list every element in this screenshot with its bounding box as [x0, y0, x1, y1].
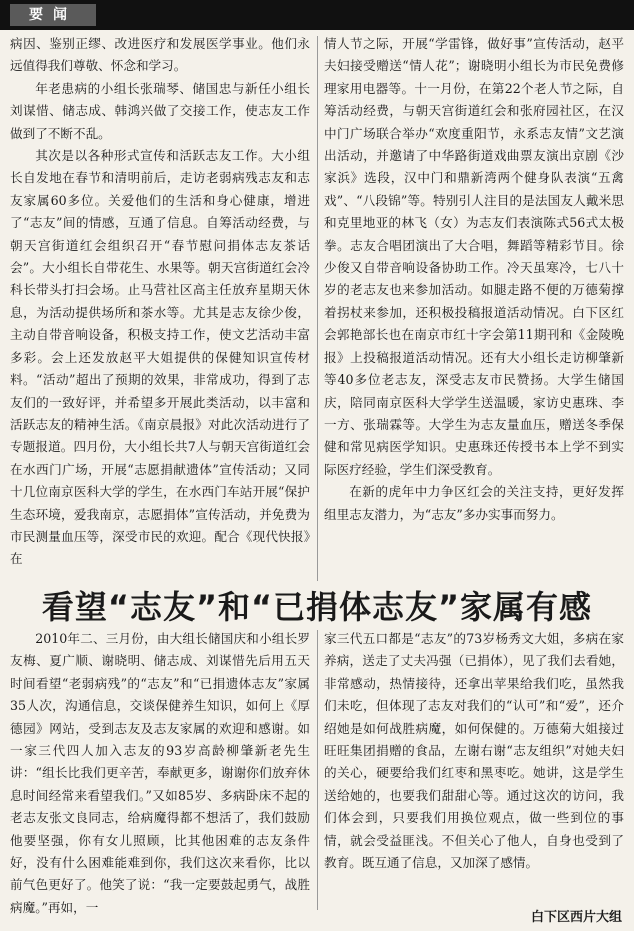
article-headline: 看望“志友”和“已捐体志友”家属有感: [41, 588, 593, 626]
paragraph: 情人节之际，开展“学雷锋，做好事”宣传活动，赵平夫妇接受赠送“情人花”；谢晓明小组长为市民免费修理家用电器等。十一月份，在第22个老人节之际，自筹活动经费，与朝天宫街道红会和张府园社区，在汉中门广场联合举办“欢度重阳节，永系志友情”文艺演出活动，并邀请了中华路街道戏曲票友演出京剧《沙家浜》选段，汉中门和鼎新湾两个健身队表演“五禽戏”、“八段锦”等。特别引人注目的是法国友人戴米思和克里地亚的林飞（女）为志友们表演陈式56式太极拳。志友合唱团演出了大合唱，舞蹈等精彩节目。徐少俊又自带音响设备协助工作。冷天虽寒冷，七八十岁的老志友也来参加活动。如腿走路不便的万德菊撑着拐杖来参加，还积极投稿报道活动情况。白下区红会郭艳部长也在南京市红十字会第11期刊和《金陵晚报》上投稿报道活动情况。还有大小组长走访柳肇新等40多位老志友，深受志友市民赞扬。大学生储国庆，陪同南京医科大学学生送温暖，家访史惠珠、李一方、张瑞霖等。大学生为志友量血压，赠送冬季保健和常见病医学知识。史惠珠还传授书本上学不到实际医疗经验，学生们深受教育。: [324, 36, 624, 477]
header-bar: [0, 0, 634, 30]
main-article-left-column: [10, 628, 310, 928]
paragraph: 2010年二、三月份，由大组长储国庆和小组长罗友梅、夏广顺、谢晓明、储志成、刘谋惜先后用五天时间看望“老弱病残”的“志友”和“已捐遗体志友”家属35人次，沟通信息，交谈保健养生知识，如何上《厚德园》网站，受到志友及志友家属的欢迎和感谢。如一家三代四人加入志友的93岁高龄柳肇新老先生讲：“组长比我们更辛苦，奉献更多，谢谢你们放弃休息时间经常来看望我们。”又如85岁、多病卧床不起的老志友张文良同志，给病魔得都不想活了，我们鼓励他要坚强，你有女儿照顾，比其他困难的志友条件好，没有什么困难能难到你，我们这次来看你，比以前气色更好了。他笑了说：“我一定要鼓起勇气，战胜病魔。”再如，一: [10, 631, 310, 915]
top-article-right-column: [324, 33, 624, 589]
author-byline: 白下区西片大组: [530, 910, 622, 925]
section-label: 要闻: [10, 4, 96, 26]
paragraph: 病因、鉴别正缪、改进医疗和发展医学事业。他们永远值得我们尊敬、怀念和学习。: [10, 36, 310, 74]
main-article-right-column: [324, 628, 624, 888]
paragraph: 家三代五口都是“志友”的73岁杨秀文大姐，多病在家养病，送走了丈夫冯强（已捐体），见了我们去看她，非常感动，热情接待，还拿出苹果给我们吃，虽然我们未吃，但体现了志友对我们的“认可”和“爱”，还介绍她是如何战胜病魔，如何保健的。万德菊大姐接过旺旺集团捐赠的食品，左谢右谢“志友组织”对她夫妇的关心，硬要给我们红枣和黑枣吃。她讲，这是学生送给她的，也要我们甜甜心等。通过这次的访问，我们体会到，只要我们用换位观点，做一些到位的事情，就会受益匪浅。不但关心了他人，自身也受到了教育。既互通了信息，又加深了感情。: [324, 631, 624, 871]
paragraph: 年老患病的小组长张瑞琴、储国忠与新任小组长刘谋惜、储志成、韩鸿兴做了交接工作，使志友工作做到了不断不乱。: [10, 80, 310, 141]
column-divider: [317, 630, 318, 910]
paragraph: 在新的虎年中力争区红会的关注支持，更好发挥组里志友潜力，为“志友”多办实事而努力。: [324, 484, 624, 522]
paragraph: 其次是以各种形式宣传和活跃志友工作。大小组长自发地在春节和清明前后，走访老弱病残志友和志友家属60多位。关爱他们的生活和身心健康，增进了“志友”间的情感，互通了信息。自筹活动经费，与朝天宫街道红会组织召开“春节慰问捐体志友茶话会”。大小组长自带花生、水果等。朝天宫街道红会冷科长带头打扫会场。止马营社区高主任放弃星期天休息，为活动提供场所和茶水等。尤其是志友徐少俊，主动自带音响设备，积极支持工作，使文艺活动丰富多彩。会上还发放赵平大姐提供的保健知识宣传材料。“活动”超出了预期的效果，非常成功，得到了志友们的一致好评，并希望多开展此类活动，以丰富和活跃志友的精神生活。《南京晨报》对此次活动进行了专题报道。四月份，大小组长共7人与朝天宫街道红会在水西门广场，开展“志愿捐献遗体”宣传活动；又同十几位南京医科大学的学生，在水西门车站开展“保护生态环境，爱我南京，志愿捐体”宣传活动，并免费为市民测量血压等，深受市民的欢迎。配合《现代快报》在: [10, 148, 310, 567]
column-divider: [317, 36, 318, 581]
top-article-left-column: [10, 33, 310, 589]
